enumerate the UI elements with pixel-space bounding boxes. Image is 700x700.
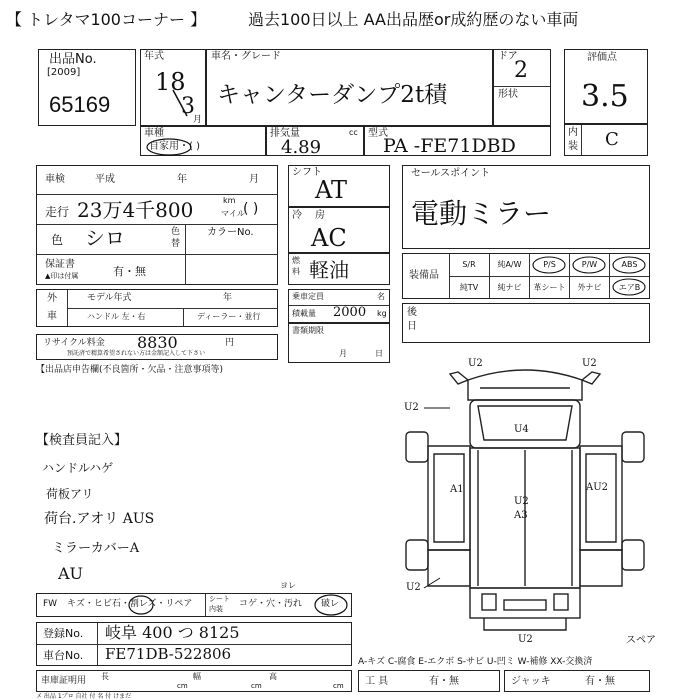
color-change-1: 色	[171, 227, 181, 237]
mileage-value: 23万4千800	[77, 198, 194, 222]
inspection-label: 車検	[45, 174, 65, 185]
equipment-box	[402, 253, 650, 299]
model-box	[206, 49, 493, 126]
equipment-item-label: ABS	[621, 260, 638, 269]
reg-value: 岐阜 400 つ 8125	[105, 623, 240, 642]
mileage-paren: ( )	[243, 201, 259, 217]
color-change-2: 替	[171, 239, 181, 249]
warranty-value: 有・無	[113, 265, 146, 278]
type-circle	[145, 137, 193, 157]
inspector-notes	[40, 460, 320, 590]
lot-number-box	[38, 49, 136, 126]
equipment-item-label: 純TV	[459, 283, 479, 292]
warranty-label: 保証書	[45, 259, 75, 270]
displacement-unit: cc	[349, 128, 358, 137]
fuel-label-2: 料	[292, 267, 300, 276]
top-mark: ヨレ	[280, 581, 296, 590]
mark-6: U2	[514, 496, 529, 507]
year-slash	[171, 88, 189, 118]
displacement-box	[266, 126, 364, 156]
legend-text: A-キズ C-腐食 E-エクボ S-サビ U-凹ミ W-補修 XX-交換済	[358, 657, 593, 667]
recycle-label: リサイクル料金	[43, 338, 105, 348]
ac-value: AC	[311, 224, 347, 252]
doors-label: ドア	[498, 51, 518, 62]
year-label: 年式	[144, 51, 164, 62]
year-unit-month: 月	[193, 115, 203, 125]
ac-box	[288, 207, 390, 253]
inspector-note-0: ハンドルハゲ	[42, 461, 114, 475]
fuel-value: 軽油	[309, 258, 349, 282]
doors-value: 2	[514, 58, 528, 83]
inspector-note-1: 荷板アリ	[46, 487, 94, 501]
outside-box	[36, 289, 278, 327]
footer-text: メ 出品 1プロ 自社 付 名 付 けまだ	[36, 693, 132, 700]
outside-label-1: 外	[47, 293, 57, 304]
equipment-circle	[533, 257, 565, 273]
color-no-label: カラーNo.	[207, 227, 254, 238]
equipment-circle	[613, 279, 645, 295]
reg-label: 登録No.	[43, 627, 84, 640]
mark-4: A1	[450, 484, 464, 495]
model-year-label: モデル年式	[87, 293, 132, 303]
equipment-item-label: P/W	[581, 260, 598, 269]
mileage-unit-km: km	[223, 196, 236, 205]
seat-label-2: 内装	[209, 605, 223, 613]
mark-5: AU2	[586, 482, 609, 493]
recycle-unit: 円	[225, 338, 235, 348]
fw-options: キズ・ヒビ石・割レズ・リペア	[67, 599, 193, 609]
shape-label: 形状	[498, 89, 518, 100]
year-value-month: 3	[181, 94, 195, 119]
deadline-box	[288, 323, 390, 363]
width-label: 幅	[193, 672, 201, 681]
inspector-note-2: 荷台.アオリ AUS	[44, 511, 155, 527]
warranty-sub: ▲印は付属	[45, 272, 79, 280]
tools-box	[358, 670, 500, 692]
seat-options-a: コゲ・穴・汚れ	[239, 599, 303, 609]
mark-0: U2	[468, 358, 483, 369]
equipment-item-label: 純ナビ	[497, 283, 522, 292]
banner-right: 過去100日以上 AA出品歴or成約歴のない車両	[248, 10, 579, 29]
equipment-item-label: エアB	[618, 283, 641, 292]
tools-label: 工 具	[365, 676, 389, 687]
sales-point-box	[402, 165, 650, 249]
chassis-label: 車台No.	[43, 649, 84, 662]
shift-label: シフト	[292, 167, 322, 178]
deadline-label: 書類期限	[292, 326, 324, 335]
model-label: 車名・グレード	[211, 51, 281, 62]
mileage-unit-mile: マイル	[221, 209, 245, 218]
fw-circles	[37, 594, 353, 618]
doors-box	[493, 49, 551, 126]
model-code-label: 型式	[368, 128, 388, 139]
banner-left: 【 トレタマ100コーナー 】	[6, 10, 207, 29]
length-label: 長	[101, 672, 109, 681]
declaration-label: 【出品店申告欄(不良箇所・欠品・注意事項等)	[36, 365, 224, 375]
shift-box	[288, 165, 390, 207]
equipment-item-label: S/R	[462, 260, 476, 269]
later-box	[402, 303, 650, 343]
deadline-day: 日	[375, 349, 383, 358]
seat-options-b: 破レ	[321, 599, 340, 609]
mark-7: A3	[514, 510, 528, 521]
ac-label-2: 房	[315, 210, 325, 221]
shift-value: AT	[315, 176, 348, 204]
jack-box	[504, 670, 650, 692]
load-value: 2000	[333, 305, 367, 320]
interior-value: C	[605, 129, 619, 150]
seat-label-1: シート	[209, 595, 230, 603]
color-value: シロ	[85, 226, 125, 250]
inspection-year: 年	[177, 174, 187, 185]
sales-point-value: 電動ミラー	[411, 197, 552, 230]
deadline-month: 月	[339, 349, 347, 358]
mark-2: U2	[404, 402, 419, 413]
score-box	[564, 49, 648, 124]
type-label: 車種	[144, 128, 164, 139]
load-unit: kg	[377, 309, 387, 318]
height-label: 高	[269, 672, 277, 681]
score-label: 評価点	[587, 52, 617, 63]
capacity-box	[288, 289, 390, 323]
chassis-value: FE71DB-522806	[105, 645, 232, 663]
type-box	[140, 126, 266, 156]
score-value: 3.5	[581, 79, 629, 114]
displacement-label: 排気量	[270, 128, 300, 139]
equipment-item-label: 革シート	[533, 283, 566, 292]
later-label-2: 日	[407, 321, 417, 332]
mark-3: U4	[514, 424, 529, 435]
cm-2: cm	[251, 682, 262, 690]
top-banner	[2, 2, 698, 30]
model-value: キャンターダンプ2t積	[217, 82, 448, 108]
handle-label: ハンドル 左・右	[87, 312, 146, 321]
mileage-label: 走行	[45, 205, 70, 219]
registration-box	[36, 622, 352, 666]
fw-label: FW	[43, 599, 58, 609]
mark-9: U2	[518, 634, 533, 645]
left-panel	[36, 165, 278, 285]
inspector-title: 【検査員記入】	[36, 433, 128, 448]
dealer-label: ディーラー・並行	[197, 312, 261, 321]
equipment-label: 装備品	[409, 270, 439, 281]
equipment-item-label: 純A/W	[497, 260, 522, 269]
equipment-grid	[449, 254, 649, 298]
cm-1: cm	[177, 682, 188, 690]
year-value-year: 18	[155, 68, 186, 96]
type-value: 自家用・( )	[149, 141, 200, 152]
year-box	[140, 49, 206, 126]
lot-label: 出品No.	[49, 52, 97, 67]
displacement-value: 4.89	[281, 137, 322, 158]
ac-label-1: 冷	[292, 210, 302, 221]
interior-box	[564, 124, 648, 156]
jack-value: 有・無	[585, 676, 615, 687]
fuel-label-1: 燃	[292, 256, 300, 265]
inspection-era: 平成	[95, 174, 115, 185]
equipment-circles	[449, 254, 649, 298]
fw-box	[36, 593, 352, 617]
lot-number: 65169	[49, 92, 111, 117]
mark-8: U2	[406, 582, 421, 593]
fuel-box	[288, 253, 390, 285]
interior-label-1: 内	[568, 127, 578, 138]
color-label: 色	[51, 233, 64, 247]
inspector-note-3: ミラーカバーA	[52, 541, 140, 556]
jack-label: ジャッキ	[511, 676, 551, 687]
equipment-item-label: 外ナビ	[577, 283, 602, 292]
model-year-unit: 年	[223, 293, 233, 303]
load-label: 積載量	[292, 309, 316, 318]
car-diagram	[400, 350, 650, 650]
sales-point-label: セールスポイント	[411, 168, 491, 179]
capacity-unit: 名	[377, 292, 385, 301]
recycle-box	[36, 334, 278, 360]
mark-1: U2	[582, 358, 597, 369]
equipment-item-label: P/S	[543, 260, 556, 269]
recycle-value: 8830	[137, 333, 178, 352]
later-label-1: 後	[407, 307, 417, 318]
lot-year: [2009]	[47, 67, 81, 78]
equipment-circle	[573, 257, 605, 273]
spare-label: スペア	[626, 635, 656, 646]
interior-label-2: 装	[568, 141, 578, 152]
capacity-label: 乗車定員	[292, 292, 324, 301]
cert-label: 車庫証明用	[41, 676, 87, 686]
model-code-box	[364, 126, 551, 156]
tools-value: 有・無	[429, 676, 459, 687]
inspection-month: 月	[249, 174, 259, 185]
inspector-note-4: AU	[58, 564, 84, 583]
model-code-value: PA -FE71DBD	[383, 135, 516, 157]
cm-3: cm	[333, 682, 344, 690]
equipment-circle	[613, 257, 645, 273]
cert-box	[36, 670, 352, 692]
outside-label-2: 車	[47, 311, 57, 322]
recycle-note: 預託済で精算希望されない方は金額記入して下さい	[67, 350, 206, 357]
